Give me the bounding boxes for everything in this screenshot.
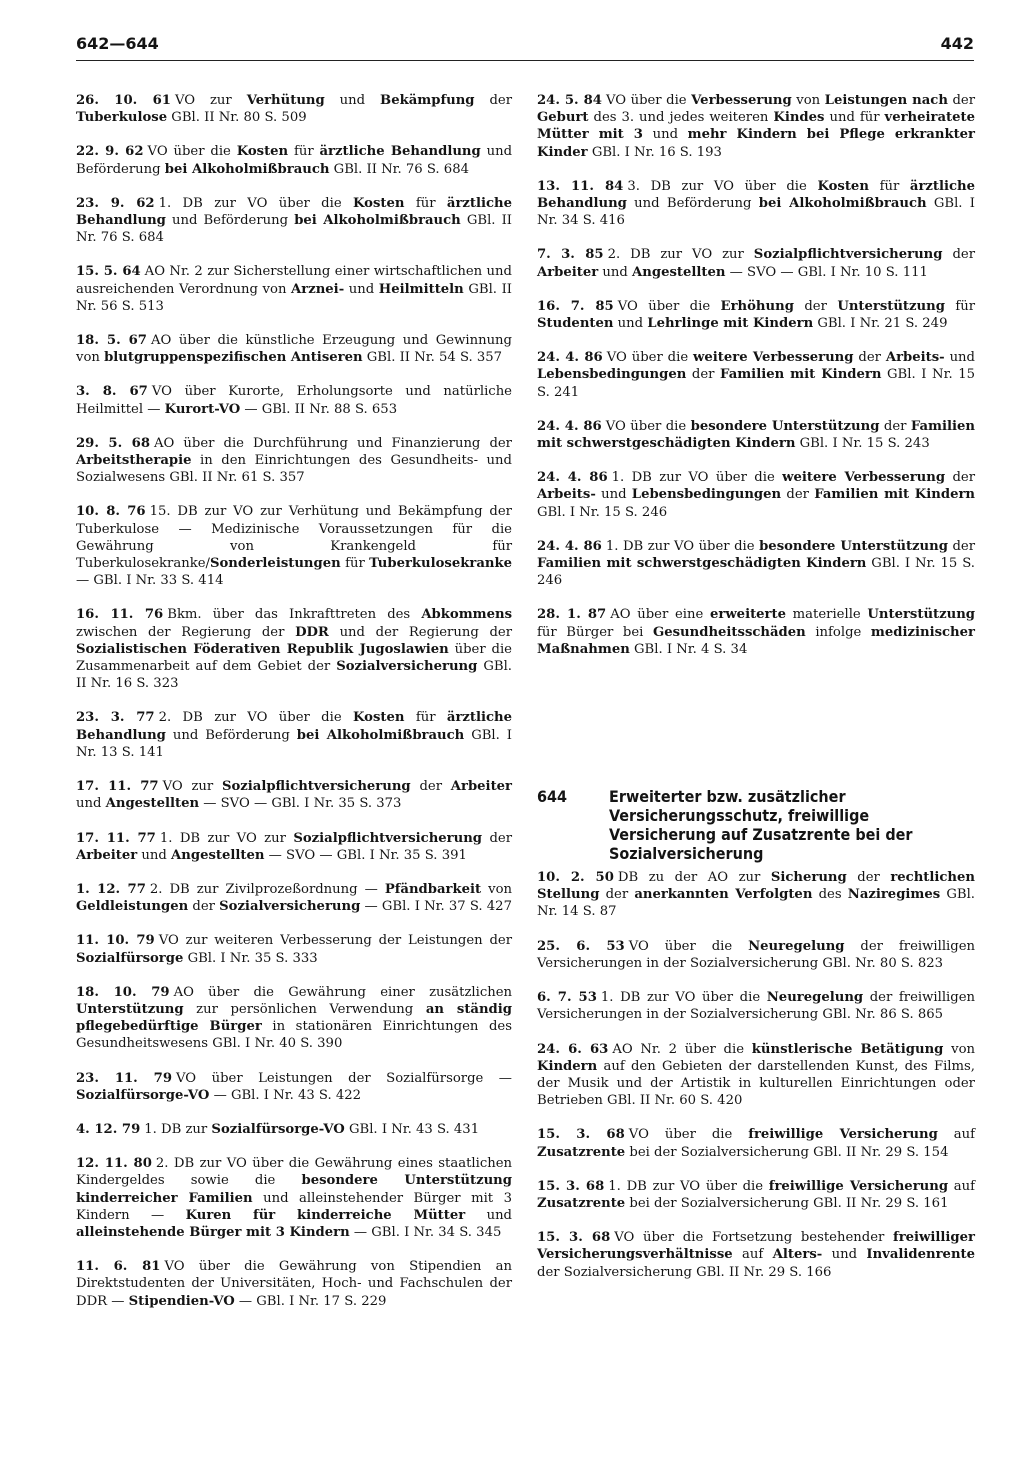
entry-date: 6. 7. 53 bbox=[537, 990, 597, 1006]
entry-text: von bbox=[481, 881, 512, 897]
entry-keyword: medizinischer Maßnahmen bbox=[537, 624, 975, 657]
list-item bbox=[537, 246, 975, 280]
entry-keyword: an ständig pflegebedürftige Bürger bbox=[76, 1001, 512, 1035]
entry-text: — SVO — GBl. I Nr. 35 S. 373 bbox=[199, 796, 402, 812]
entry-text: VO über die bbox=[628, 1127, 749, 1143]
entry-text: und bbox=[324, 93, 381, 108]
list-item bbox=[537, 989, 975, 1023]
entry-keyword: Tuberkulose bbox=[76, 110, 168, 126]
entry-text: materielle bbox=[786, 607, 868, 623]
list-item bbox=[537, 349, 975, 401]
entry-date: 16. 7. 85 bbox=[537, 298, 614, 314]
section-number: 644 bbox=[537, 787, 568, 807]
entry-keyword: Angestellten bbox=[105, 796, 200, 812]
entry-text: VO zur bbox=[162, 779, 222, 795]
entry-keyword: Angestellten bbox=[171, 847, 265, 863]
entry-text: GBl. Nr. 14 S. 87 bbox=[537, 887, 976, 920]
entry-date: 23. 3. 77 bbox=[76, 710, 155, 726]
right-entry-list bbox=[537, 92, 975, 658]
entry-text: AO über eine bbox=[610, 607, 710, 623]
entry-keyword: Sicherung bbox=[770, 870, 847, 886]
entry-text: und bbox=[595, 487, 632, 503]
list-item bbox=[76, 778, 512, 812]
entry-text: VO über die bbox=[606, 350, 694, 366]
list-item bbox=[76, 143, 512, 177]
entry-keyword: Kuren für kinderreiche Mütter bbox=[185, 1207, 466, 1223]
entry-text: und bbox=[613, 316, 648, 332]
entry-keyword: Alters- bbox=[772, 1247, 823, 1263]
entry-text: GBl. II Nr. 76 S. 684 bbox=[76, 213, 512, 246]
list-item bbox=[76, 195, 512, 247]
list-item bbox=[76, 830, 512, 864]
entry-keyword: Heilmitteln bbox=[378, 281, 464, 297]
entry-date: 24. 6. 63 bbox=[537, 1041, 609, 1057]
list-item bbox=[76, 435, 512, 487]
entry-text: VO zur bbox=[174, 93, 247, 108]
entry-keyword: bei Alkoholmißbrauch bbox=[164, 161, 330, 177]
entry-text: und bbox=[944, 350, 975, 366]
entry-keyword: Arbeiter bbox=[450, 779, 512, 795]
entry-text: der bbox=[188, 899, 220, 915]
list-item bbox=[537, 298, 975, 332]
entry-text: zwischen der Regierung der bbox=[76, 624, 296, 640]
entry-keyword: ärztliche Behandlung bbox=[537, 178, 976, 212]
entry-date: 24. 4. 86 bbox=[537, 418, 602, 434]
entry-keyword: Familien mit schwerstgeschädigten Kindern bbox=[537, 418, 976, 452]
entry-keyword: Sozialistischen Föderativen Republik Jugoslawien bbox=[76, 641, 449, 657]
entry-date: 3. 8. 67 bbox=[76, 384, 148, 400]
entry-text: VO zur weiteren Verbesserung der Leistungen der bbox=[158, 933, 513, 949]
entry-date: 12. 11. 80 bbox=[76, 1156, 152, 1172]
entry-keyword: künstlerische Betätigung bbox=[751, 1041, 944, 1057]
entry-text: für bbox=[404, 710, 447, 726]
entry-text: und bbox=[642, 127, 688, 143]
entry-text: GBl. I Nr. 15 S. 241 bbox=[537, 367, 976, 400]
entry-keyword: bei Alkoholmißbrauch bbox=[296, 727, 465, 743]
entry-keyword: Arbeiter bbox=[537, 264, 599, 280]
entry-keyword: Arbeits- bbox=[885, 350, 945, 366]
entry-date: 28. 1. 87 bbox=[537, 607, 607, 623]
entry-text: VO über die bbox=[605, 93, 692, 108]
entry-text: 2. DB zur VO über die Gewährung eines staatlichen Kindergeldes sowie die bbox=[76, 1156, 512, 1189]
entry-text: der freiwilligen Versicherungen in der Sozialversicherung GBl. Nr. 80 S. 823 bbox=[537, 938, 976, 971]
page-range: 642—644 bbox=[76, 34, 159, 53]
entry-keyword: Stipendien-VO bbox=[128, 1293, 235, 1309]
entry-keyword: Angestellten bbox=[632, 264, 726, 280]
left-column bbox=[76, 92, 512, 1327]
entry-date: 15. 3. 68 bbox=[537, 1178, 605, 1194]
entry-text: DB zu der AO zur bbox=[617, 870, 771, 886]
entry-text: — SVO — GBl. I Nr. 35 S. 391 bbox=[264, 847, 467, 863]
entry-keyword: Unterstützung bbox=[867, 607, 976, 623]
entry-text: infolge bbox=[805, 624, 871, 640]
entry-keyword: freiwillige Versicherung bbox=[768, 1178, 949, 1194]
entry-keyword: weitere Verbesserung bbox=[693, 350, 854, 366]
entry-text: 15. DB zur VO zur Verhütung und Bekämpfung der Tuberkulose — Medizinische Voraussetzungen für die Gewährung von Krankengeld für Tuberkulosekranke/ bbox=[76, 504, 512, 572]
entry-keyword: Geburt bbox=[537, 110, 589, 126]
entry-text: AO Nr. 2 zur Sicherstellung einer wirtschaftlichen und ausreichenden Verordnung von bbox=[76, 264, 512, 297]
list-item bbox=[537, 1126, 975, 1160]
entry-keyword: Kosten bbox=[817, 178, 869, 194]
entry-text: VO über die Gewährung von Stipendien an Direktstudenten der Universitäten, Hoch- und Fachschulen der DDR — bbox=[76, 1259, 513, 1309]
entry-keyword: Verhütung bbox=[246, 93, 325, 108]
entry-keyword: Arbeiter bbox=[76, 847, 138, 863]
entry-keyword: Familien mit schwerstgeschädigten Kindern bbox=[537, 556, 867, 572]
entry-text: — GBl. I Nr. 34 S. 345 bbox=[349, 1224, 502, 1240]
entry-text: AO über die Durchführung und Finanzierung der bbox=[154, 435, 512, 451]
list-item bbox=[76, 1155, 512, 1241]
entry-keyword: Sozialpflichtversicherung bbox=[293, 830, 483, 846]
section-title: Erweiterter bzw. zusätzlicher Versicherungsschutz, freiwillige Versicherung auf Zusatzrente bei der Sozialversicherung bbox=[609, 787, 913, 864]
entry-text: 1. DB zur VO über die bbox=[608, 1178, 769, 1194]
entry-text: bei der Sozialversicherung GBl. II Nr. 29 S. 154 bbox=[625, 1144, 949, 1160]
entry-keyword: Sozialversicherung bbox=[219, 899, 361, 915]
entry-date: 25. 6. 53 bbox=[537, 938, 625, 954]
header-rule bbox=[76, 60, 974, 61]
entry-text: des bbox=[812, 887, 848, 903]
entry-keyword: Arznei- bbox=[291, 281, 345, 297]
entry-text: auf bbox=[732, 1247, 773, 1263]
entry-keyword: mehr Kindern bei Pflege erkrankter Kinder bbox=[537, 127, 976, 160]
entry-text: und alleinstehender Bürger mit 3 Kindern — bbox=[76, 1190, 512, 1223]
entry-keyword: Sozialpflichtversicherung bbox=[753, 247, 943, 263]
entry-text: — GBl. I Nr. 33 S. 414 bbox=[76, 573, 224, 589]
entry-text: AO über die künstliche Erzeugung und Gewinnung von bbox=[76, 333, 512, 366]
entry-text: AO über die Gewährung einer zusätzlichen bbox=[173, 984, 513, 1000]
entry-text: 2. DB zur VO über die bbox=[158, 710, 354, 726]
entry-text: GBl. I Nr. 16 S. 193 bbox=[587, 144, 722, 160]
entry-text: GBl. I Nr. 15 S. 246 bbox=[537, 504, 668, 520]
list-item bbox=[76, 383, 512, 417]
entry-text: VO über die Fortsetzung bestehender bbox=[614, 1230, 894, 1246]
entry-text: GBl. I Nr. 15 S. 243 bbox=[795, 436, 930, 452]
entry-date: 23. 11. 79 bbox=[76, 1070, 172, 1086]
entry-keyword: rechtlichen Stellung bbox=[537, 870, 975, 903]
entry-text: 1. DB zur bbox=[144, 1121, 212, 1137]
list-item bbox=[76, 606, 512, 692]
entry-date: 18. 5. 67 bbox=[76, 333, 147, 349]
entry-text: GBl. II Nr. 80 S. 509 bbox=[167, 110, 307, 126]
list-item bbox=[537, 1041, 975, 1110]
entry-keyword: Unterstützung bbox=[837, 298, 945, 314]
list-item bbox=[76, 1258, 512, 1310]
entry-date: 13. 11. 84 bbox=[537, 178, 624, 194]
entry-text: der bbox=[942, 247, 975, 263]
entry-text: über die Zusammenarbeit auf dem Gebiet der bbox=[76, 641, 512, 675]
entry-text: — GBl. I Nr. 43 S. 422 bbox=[209, 1087, 362, 1103]
entry-keyword: Zusatzrente bbox=[537, 1144, 626, 1160]
entry-text: GBl. II Nr. 76 S. 684 bbox=[329, 161, 469, 177]
entry-text: AO Nr. 2 über die bbox=[612, 1041, 752, 1057]
entry-keyword: Erhöhung bbox=[720, 298, 794, 314]
entry-keyword: Gesundheitsschäden bbox=[652, 624, 806, 640]
entry-keyword: Verbesserung bbox=[691, 93, 792, 108]
entry-keyword: Unterstützung bbox=[76, 1001, 184, 1017]
entry-text: GBl. II Nr. 54 S. 357 bbox=[362, 350, 503, 366]
entry-date: 10. 2. 50 bbox=[537, 870, 614, 886]
entry-text: 1. DB zur VO über die bbox=[600, 990, 767, 1006]
entry-text: 3. DB zur VO über die bbox=[627, 178, 818, 194]
entry-keyword: Kindes bbox=[773, 110, 825, 126]
entry-date: 24. 5. 84 bbox=[537, 93, 602, 108]
entry-date: 26. 10. 61 bbox=[76, 93, 171, 108]
entry-date: 15. 3. 68 bbox=[537, 1230, 611, 1246]
entry-text: auf bbox=[948, 1178, 975, 1194]
entry-text: 2. DB zur VO zur bbox=[607, 247, 754, 263]
list-item bbox=[537, 92, 975, 161]
list-item bbox=[537, 938, 975, 972]
entry-keyword: blutgruppenspezifischen Antiseren bbox=[104, 350, 363, 366]
entry-date: 11. 10. 79 bbox=[76, 933, 155, 949]
entry-text: der bbox=[947, 93, 976, 108]
entry-date: 7. 3. 85 bbox=[537, 247, 604, 263]
list-item bbox=[537, 469, 975, 521]
entry-date: 29. 5. 68 bbox=[76, 435, 150, 451]
entry-date: 17. 11. 77 bbox=[76, 779, 159, 795]
entry-text: GBl. I Nr. 21 S. 249 bbox=[813, 316, 948, 332]
list-item bbox=[537, 869, 975, 921]
entry-text: — GBl. II Nr. 88 S. 653 bbox=[240, 401, 398, 417]
entry-text: auf den Gebieten der darstellenden Kunst, des Films, der Musik und der Artistik in kulturellen Einrichtungen oder Betrieben GBl. II Nr. 60 S. 420 bbox=[537, 1058, 975, 1109]
entry-text: der bbox=[474, 93, 513, 108]
entry-text: GBl. I Nr. 4 S. 34 bbox=[629, 641, 748, 657]
entry-text: GBl. II Nr. 16 S. 323 bbox=[76, 659, 512, 692]
entry-keyword: alleinstehende Bürger mit 3 Kindern bbox=[76, 1224, 350, 1240]
entry-text: und Beförderung bbox=[165, 727, 297, 743]
entry-text: der Sozialversicherung GBl. II Nr. 29 S. 166 bbox=[537, 1264, 832, 1280]
entry-text: GBl. I Nr. 34 S. 416 bbox=[537, 196, 975, 229]
entry-keyword: Neuregelung bbox=[748, 938, 845, 954]
entry-text: der bbox=[846, 870, 891, 886]
entry-keyword: besondere Unterstützung bbox=[759, 538, 948, 554]
entry-keyword: Sozialpflichtversicherung bbox=[221, 779, 411, 795]
entry-text: VO über die bbox=[617, 298, 721, 314]
entry-text: GBl. I Nr. 43 S. 431 bbox=[344, 1121, 480, 1137]
section-entry-list bbox=[537, 869, 975, 1281]
entry-date: 4. 12. 79 bbox=[76, 1121, 141, 1137]
entry-keyword: Bekämpfung bbox=[380, 93, 475, 108]
entry-text: und der Regierung der bbox=[328, 624, 512, 640]
entry-keyword: ärztliche Behandlung bbox=[76, 710, 513, 743]
entry-text: der bbox=[945, 470, 976, 486]
entry-text: GBl. I Nr. 35 S. 333 bbox=[183, 950, 318, 966]
entry-text: der bbox=[879, 418, 911, 434]
entry-text: für Bürger bei bbox=[537, 624, 653, 640]
entry-keyword: Zusatzrente bbox=[537, 1195, 626, 1211]
entry-text: der bbox=[793, 298, 838, 314]
entry-text: GBl. I Nr. 15 S. 246 bbox=[537, 556, 975, 589]
entry-text: VO über Leistungen der Sozialfürsorge — bbox=[176, 1070, 512, 1086]
list-item bbox=[76, 1070, 512, 1104]
list-item bbox=[76, 984, 512, 1053]
list-item bbox=[537, 1178, 975, 1212]
entry-text: und bbox=[598, 264, 633, 280]
entry-keyword: Sozialfürsorge-VO bbox=[76, 1087, 210, 1103]
entry-keyword: Lebensbedingungen bbox=[631, 487, 782, 503]
list-item bbox=[76, 709, 512, 761]
list-item bbox=[76, 1121, 512, 1138]
entry-date: 24. 4. 86 bbox=[537, 538, 602, 554]
entry-keyword: Arbeits- bbox=[537, 487, 596, 503]
page-header bbox=[76, 34, 974, 58]
entry-text: auf bbox=[937, 1127, 975, 1143]
entry-keyword: Familien mit Kindern bbox=[814, 487, 976, 503]
left-entry-list bbox=[76, 92, 512, 1310]
entry-keyword: besondere Unterstützung kinderreicher Familien bbox=[76, 1173, 512, 1206]
entry-keyword: Kurort-VO bbox=[164, 401, 241, 417]
entry-keyword: Tuberkulosekranke bbox=[369, 556, 512, 572]
entry-keyword: besondere Unterstützung bbox=[690, 418, 880, 434]
entry-date: 22. 9. 62 bbox=[76, 144, 144, 160]
entry-keyword: Lebensbedingungen bbox=[537, 367, 687, 383]
entry-keyword: verheiratete Mütter mit 3 bbox=[537, 110, 975, 143]
entry-text: für bbox=[944, 298, 976, 314]
entry-text: und Beförderung bbox=[76, 144, 513, 177]
entry-text: 2. DB zur Zivilprozeßordnung — bbox=[149, 881, 385, 897]
list-item bbox=[537, 538, 975, 590]
entry-date: 1. 12. 77 bbox=[76, 881, 146, 897]
entry-keyword: bei Alkoholmißbrauch bbox=[294, 213, 461, 229]
entry-keyword: Leistungen nach bbox=[824, 93, 948, 108]
entry-keyword: Naziregimes bbox=[847, 887, 941, 903]
entry-text: der bbox=[599, 887, 635, 903]
entry-text: — SVO — GBl. I Nr. 10 S. 111 bbox=[725, 264, 928, 280]
entry-date: 18. 10. 79 bbox=[76, 984, 170, 1000]
entry-date: 23. 9. 62 bbox=[76, 195, 155, 211]
entry-keyword: anerkannten Verfolgten bbox=[634, 887, 813, 903]
list-item bbox=[537, 178, 975, 230]
entry-keyword: Sozialfürsorge-VO bbox=[211, 1121, 345, 1137]
list-item bbox=[537, 606, 975, 658]
entry-text: und bbox=[137, 847, 172, 863]
entry-keyword: Invalidenrente bbox=[866, 1247, 976, 1263]
entry-text: bei der Sozialversicherung GBl. II Nr. 29 S. 161 bbox=[625, 1195, 949, 1211]
entry-keyword: Abkommens bbox=[421, 607, 513, 623]
list-item bbox=[76, 92, 512, 126]
entry-keyword: Kosten bbox=[353, 195, 405, 211]
entry-keyword: Arbeitstherapie bbox=[76, 453, 192, 469]
entry-text: GBl. I Nr. 13 S. 141 bbox=[76, 727, 513, 760]
entry-text: der bbox=[947, 538, 976, 554]
entry-keyword: Pfändbarkeit bbox=[384, 881, 482, 897]
entry-keyword: Familien mit Kindern bbox=[720, 367, 882, 383]
entry-text: VO über die bbox=[628, 938, 749, 954]
list-item bbox=[537, 1229, 975, 1281]
section-heading bbox=[537, 787, 975, 863]
entry-date: 24. 4. 86 bbox=[537, 470, 608, 486]
entry-keyword: Sozialfürsorge bbox=[76, 950, 184, 966]
entry-keyword: Kosten bbox=[353, 710, 405, 726]
entry-keyword: freiwillige Versicherung bbox=[748, 1127, 938, 1143]
entry-keyword: Geldleistungen bbox=[76, 899, 189, 915]
entry-text: und bbox=[822, 1247, 867, 1263]
entry-text: von bbox=[791, 93, 825, 108]
entry-keyword: Lehrlinge mit Kindern bbox=[647, 316, 814, 332]
page-number: 442 bbox=[940, 34, 974, 53]
entry-keyword: Kosten bbox=[236, 144, 289, 160]
entry-text: 1. DB zur VO über die bbox=[611, 470, 783, 486]
entry-text: Bkm. über das Inkrafttreten des bbox=[167, 607, 422, 623]
list-item bbox=[76, 881, 512, 915]
entry-text: der bbox=[686, 367, 721, 383]
entry-text: für bbox=[340, 556, 370, 572]
entry-keyword: weitere Verbesserung bbox=[782, 470, 946, 486]
entry-keyword: Kindern bbox=[537, 1058, 598, 1074]
entry-text: GBl. II Nr. 56 S. 513 bbox=[76, 281, 512, 314]
entry-keyword: Neuregelung bbox=[766, 990, 864, 1006]
entry-text: des 3. und jedes weiteren bbox=[588, 110, 774, 126]
entry-text: — GBl. I Nr. 37 S. 427 bbox=[360, 899, 512, 915]
entry-text: der bbox=[482, 830, 513, 846]
entry-text: für bbox=[288, 144, 320, 160]
entry-date: 16. 11. 76 bbox=[76, 607, 164, 623]
entry-text: VO über die bbox=[147, 144, 237, 160]
entry-text: zur persönlichen Verwendung bbox=[183, 1001, 426, 1017]
entry-text: — GBl. I Nr. 17 S. 229 bbox=[234, 1293, 387, 1309]
entry-keyword: Studenten bbox=[537, 316, 614, 332]
entry-text: der bbox=[781, 487, 815, 503]
entry-text: VO über die bbox=[605, 418, 691, 434]
list-item bbox=[76, 932, 512, 966]
entry-date: 17. 11. 77 bbox=[76, 830, 156, 846]
entry-text: VO über Kurorte, Erholungsorte und natürliche Heilmittel — bbox=[76, 384, 512, 417]
entry-text: und für bbox=[824, 110, 885, 126]
list-item bbox=[76, 263, 512, 315]
list-item bbox=[76, 332, 512, 366]
entry-date: 10. 8. 76 bbox=[76, 504, 146, 520]
entry-keyword: erweiterte bbox=[709, 607, 786, 623]
entry-text: der freiwilligen Versicherungen in der Sozialversicherung GBl. Nr. 86 S. 865 bbox=[537, 990, 976, 1023]
entry-text: von bbox=[943, 1041, 975, 1057]
entry-text: und Beförderung bbox=[626, 196, 759, 212]
entry-text: und bbox=[76, 796, 106, 812]
entry-date: 24. 4. 86 bbox=[537, 350, 603, 366]
entry-text: in stationären Einrichtungen des Gesundheitswesens GBl. I Nr. 40 S. 390 bbox=[76, 1019, 512, 1052]
entry-text: der bbox=[853, 350, 886, 366]
list-item bbox=[537, 418, 975, 452]
entry-text: und bbox=[465, 1207, 513, 1223]
entry-keyword: freiwilliger Versicherungsverhältnisse bbox=[537, 1230, 975, 1263]
entry-text: in den Einrichtungen des Gesundheits- und Sozialwesens GBl. II Nr. 61 S. 357 bbox=[76, 453, 512, 486]
entry-text: für bbox=[868, 178, 910, 194]
entry-text: 1. DB zur VO zur bbox=[159, 830, 294, 846]
entry-date: 15. 3. 68 bbox=[537, 1127, 625, 1143]
entry-keyword: ärztliche Behandlung bbox=[76, 195, 513, 229]
right-column bbox=[537, 92, 975, 1298]
entry-text: 1. DB zur VO über die bbox=[158, 195, 354, 211]
entry-text: der bbox=[410, 779, 451, 795]
entry-text: 1. DB zur VO über die bbox=[605, 538, 760, 554]
entry-text: und Beförderung bbox=[165, 213, 295, 229]
entry-keyword: DDR bbox=[295, 624, 329, 640]
entry-keyword: bei Alkoholmißbrauch bbox=[758, 196, 927, 212]
entry-keyword: Sonderleistungen bbox=[209, 556, 341, 572]
entry-keyword: ärztliche Behandlung bbox=[319, 144, 481, 160]
entry-text: für bbox=[404, 195, 447, 211]
list-item bbox=[76, 503, 512, 589]
entry-date: 11. 6. 81 bbox=[76, 1259, 161, 1275]
entry-keyword: Sozialversicherung bbox=[336, 659, 478, 675]
entry-date: 15. 5. 64 bbox=[76, 264, 141, 280]
entry-text: und bbox=[344, 281, 379, 297]
